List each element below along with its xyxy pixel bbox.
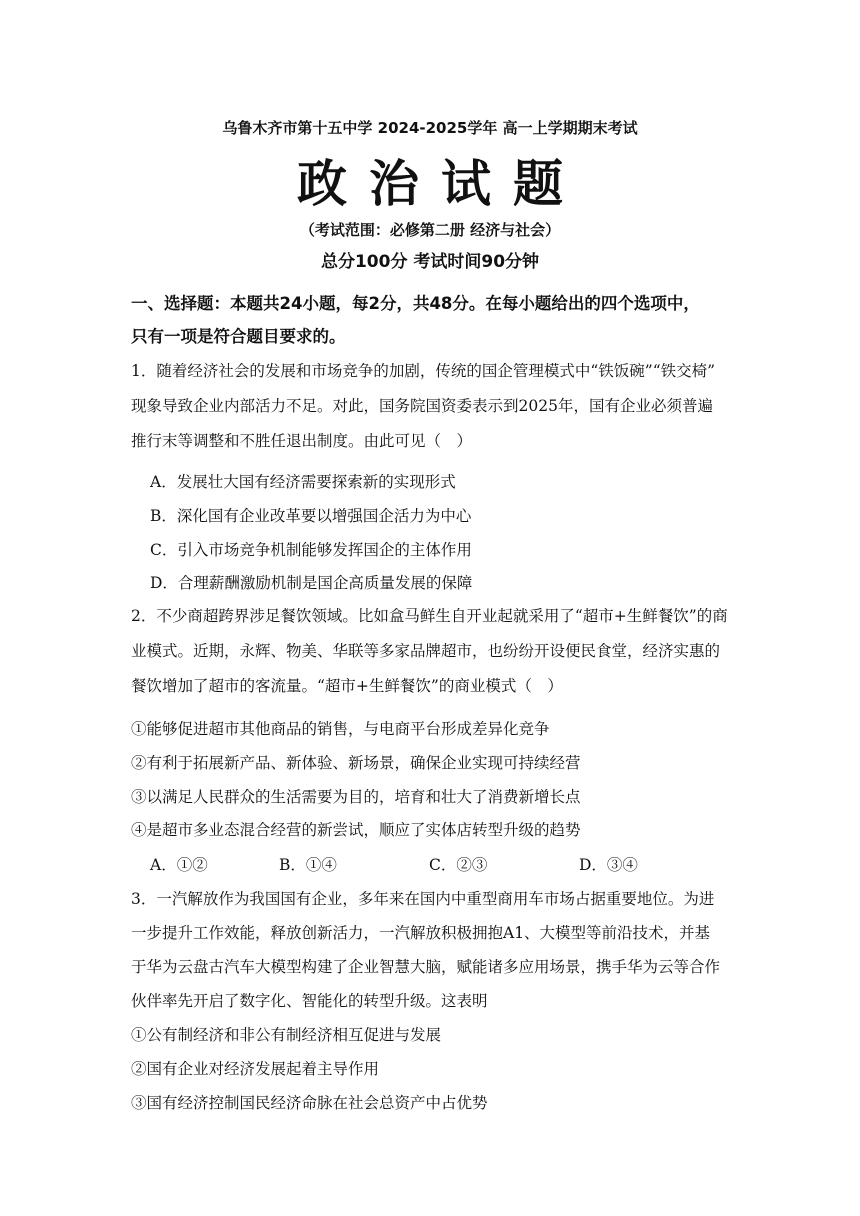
- q3-stem-line-4: 伙伴率先开启了数字化、智能化的转型升级。这表明: [131, 992, 488, 1010]
- q1-stem-line-2: 现象导致企业内部活力不足。对此，国务院国资委表示到2025年，国有企业必须普遍: [131, 397, 713, 415]
- q3-stem-line-3: 于华为云盘古汽车大模型构建了企业智慧大脑，赋能诸多应用场景，携手华为云等合作: [131, 958, 721, 976]
- q1-stem-line-1: 1．随着经济社会的发展和市场竞争的加剧，传统的国企管理模式中“铁饭碗”“铁交椅”: [131, 362, 716, 380]
- q2-statement-3: ③以满足人民群众的生活需要为目的，培育和壮大了消费新增长点: [131, 788, 581, 806]
- q1-option-c: C．引入市场竞争机制能够发挥国企的主体作用: [150, 541, 472, 559]
- q1-stem-line-3: 推行末等调整和不胜任退出制度。由此可见（ ）: [131, 432, 473, 450]
- q2-stem-line-3: 餐饮增加了超市的客流量。“超市+生鲜餐饮”的商业模式（ ）: [131, 677, 563, 695]
- section-heading-line-2: 只有一项是符合题目要求的。: [131, 327, 346, 346]
- section-heading-line-1: 一、选择题：本题共24小题，每2分，共48分。在每小题给出的四个选项中，: [131, 294, 700, 313]
- q3-statement-2: ②国有企业对经济发展起着主导作用: [131, 1060, 380, 1078]
- q2-statement-2: ②有利于拓展新产品、新体验、新场景，确保企业实现可持续经营: [131, 754, 581, 772]
- q2-choice-a: A．①②: [150, 856, 208, 874]
- q2-choice-b: B．①④: [279, 856, 337, 874]
- q3-stem-line-1: 3．一汽解放作为我国国有企业，多年来在国内中重型商用车市场占据重要地位。为进: [131, 890, 715, 908]
- q2-statement-4: ④是超市多业态混合经营的新尝试，顺应了实体店转型升级的趋势: [131, 821, 581, 839]
- q1-option-a: A．发展壮大国有经济需要探索新的实现形式: [150, 473, 456, 491]
- q3-statement-1: ①公有制经济和非公有制经济相互促进与发展: [131, 1026, 442, 1044]
- exam-title: 政治试题: [297, 155, 585, 213]
- exam-score-time: 总分100分 考试时间90分钟: [320, 252, 540, 272]
- q2-stem-line-1: 2．不少商超跨界涉足餐饮领域。比如盒马鲜生自开业起就采用了“超市+生鲜餐饮”的商: [131, 607, 728, 625]
- school-header: 乌鲁木齐市第十五中学 2024-2025学年 高一上学期期末考试: [222, 119, 638, 137]
- q2-statement-1: ①能够促进超市其他商品的销售，与电商平台形成差异化竞争: [131, 720, 550, 738]
- q2-stem-line-2: 业模式。近期，永辉、物美、华联等多家品牌超市，也纷纷开设便民食堂，经济实惠的: [131, 642, 721, 660]
- q1-option-d: D．合理薪酬激励机制是国企高质量发展的保障: [150, 574, 473, 592]
- exam-scope: （考试范围：必修第二册 经济与社会）: [299, 221, 561, 239]
- q3-statement-3: ③国有经济控制国民经济命脉在社会总资产中占优势: [131, 1094, 488, 1112]
- q2-choices: [150, 855, 710, 875]
- q2-choice-d: D．③④: [579, 856, 638, 874]
- q3-stem-line-2: 一步提升工作效能，释放创新活力，一汽解放积极拥抱A1、大模型等前沿技术，并基: [131, 924, 711, 942]
- q2-choice-c: C．②③: [429, 856, 488, 874]
- q1-option-b: B．深化国有企业改革要以增强国企活力为中心: [150, 507, 472, 525]
